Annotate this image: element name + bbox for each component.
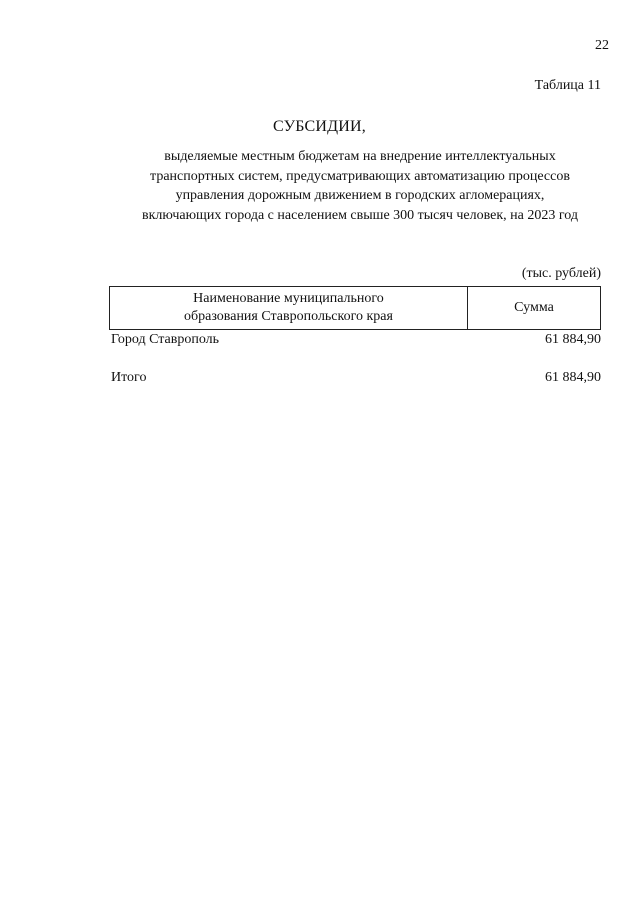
subtitle-line: выделяемые местным бюджетам на внедрение интеллектуальных [164,149,556,164]
subtitle-line: включающих города с населением свыше 300 тысяч человек, на 2023 год [142,207,578,223]
row-sum: 61 884,90 [545,332,601,347]
total-label: Итого [111,370,147,385]
table-total-row [111,370,601,386]
units-label: (тыс. рублей) [521,266,601,281]
column-header-sum: Сумма [514,300,554,315]
row-name: Город Ставрополь [111,332,220,347]
table-label: Таблица 11 [534,78,601,93]
column-header-name-line: образования Ставропольского края [184,309,393,324]
subtitle-line: управления дорожным движением в городских агломерациях, [175,188,545,203]
document-subtitle [100,147,620,225]
subtitle-line: транспортных систем, предусматривающих автоматизацию процессов [150,168,570,184]
page-number: 22 [595,38,609,53]
column-header-name [110,287,468,329]
total-sum: 61 884,90 [545,370,601,385]
table-row [111,332,601,348]
column-header-name-line: Наименование муниципального [193,291,384,306]
table-header [109,286,601,330]
document-title: СУБСИДИИ, [273,118,366,135]
